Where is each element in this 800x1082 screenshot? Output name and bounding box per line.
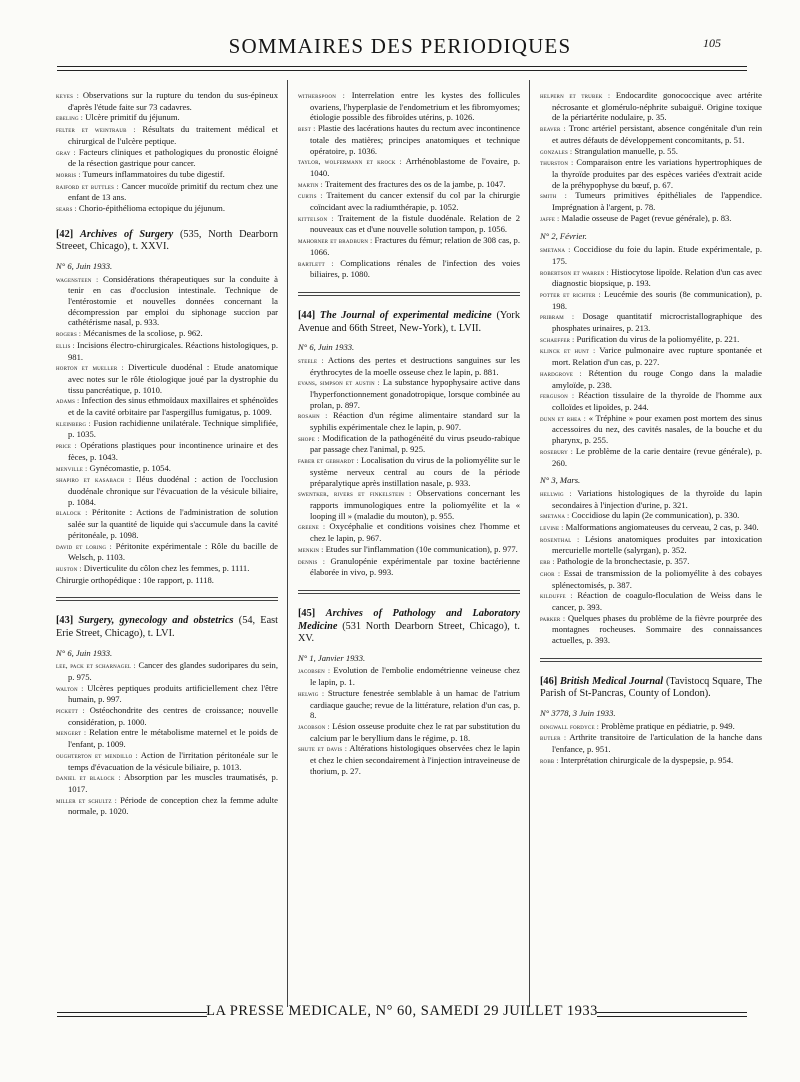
article-entry <box>540 413 762 446</box>
entry-title: Iléus duodénal : action de l'occlusion duodénale chronique sur l'évacuation de la vésicule biliaire, p. 1084. <box>68 474 278 507</box>
entry-title: Maladie osseuse de Paget (revue générale), p. 83. <box>561 212 732 223</box>
article-entry <box>540 488 762 510</box>
journal-address: (Tavistocq Square, The Parish of St-Pancras, County of London). <box>540 675 763 700</box>
article-entry <box>56 575 278 586</box>
entry-authors: robb : <box>540 756 559 765</box>
entry-authors: felter et weintraub : <box>56 126 136 135</box>
entry-title: Strangulation manuelle, p. 55. <box>574 145 678 156</box>
article-entry <box>540 311 762 333</box>
entry-authors: rosebury : <box>540 447 573 456</box>
journal-address: (54, East Erie Street, Chicago), t. LVI. <box>56 615 279 639</box>
article-entry <box>298 123 520 156</box>
section-separator <box>540 658 762 662</box>
entry-authors: helwig : <box>298 689 325 698</box>
issue-heading: N° 3, Mars. <box>540 475 581 486</box>
article-entry <box>56 340 278 362</box>
entry-title: Etudes sur l'inflammation (10e communication), p. 977. <box>325 543 518 554</box>
entry-authors: smith : <box>540 192 567 201</box>
entry-title: Modification de la pathogénéité du virus pseudo-rabique par passage chez l'animal, p. 925. <box>310 432 520 455</box>
entry-authors: smetana : <box>540 512 570 521</box>
article-entry <box>298 433 520 455</box>
article-entry <box>56 124 278 146</box>
entry-authors: oughterton et mendillo : <box>56 751 138 760</box>
article-entry <box>56 440 278 462</box>
page-title: SOMMAIRES DES PERIODIQUES <box>228 34 572 58</box>
entry-authors: helpern et trubek : <box>540 92 611 100</box>
entry-authors: menkin : <box>298 545 324 554</box>
article-entry <box>298 743 520 776</box>
article-entry <box>298 544 520 556</box>
entry-authors: shapiro et kasabach : <box>56 476 132 485</box>
article-entry <box>540 213 762 225</box>
entry-authors: blalock : <box>56 509 88 518</box>
entry-title: Observations concernant les rapports immunologiques entre la poliomyélite et la « looping ill » (maladie du mouton), p. 955. <box>310 488 520 521</box>
entry-title: Ostéochondrite des centres de croissance; nouvelle considération, p. 1000. <box>68 705 279 727</box>
entry-title: Malformations angiomateuses du cerveau, 2 cas, p. 340. <box>565 522 759 533</box>
entry-authors: greene : <box>298 523 326 532</box>
entry-title: La substance hypophysaire active dans l'hyperfonctionnement gonadotropique, lorsque combinée au prolan, p. 897. <box>310 377 520 410</box>
entry-authors: bartlett : <box>298 259 334 268</box>
entry-title: Interprétation chirurgicale de la dyspepsie, p. 954. <box>560 754 734 765</box>
entry-authors: sears : <box>56 205 77 214</box>
entry-authors: hardgrove : <box>540 369 582 378</box>
article-entry <box>56 660 278 682</box>
entry-title: Facteurs cliniques et pathologiques du pronostic éloigné de la résection gastrique pour cancer. <box>68 146 278 169</box>
article-entry <box>56 563 278 575</box>
article-entry <box>298 156 520 178</box>
entry-authors: raiford et buttles : <box>56 182 119 191</box>
entry-title: Histiocytose lipoïde. Relation d'un cas avec diagnostic biopsique, p. 193. <box>552 266 762 289</box>
entry-authors: keyes : <box>56 92 79 100</box>
journal-number: [46] <box>540 675 558 687</box>
journal-heading <box>56 229 278 254</box>
entry-title: Quelques phases du problème de la fièvre pourprée des montagnes rocheuses. Sommaire des connaissances actuelles, p. 393. <box>552 612 762 646</box>
article-entry <box>298 235 520 257</box>
entry-authors: gray : <box>56 148 76 157</box>
entry-authors: david et loring : <box>56 542 112 551</box>
entry-title: Ulcère primitif du jéjunum. <box>85 112 180 123</box>
issue-heading: N° 1, Janvier 1933. <box>298 652 366 663</box>
entry-authors: rogers : <box>56 330 82 339</box>
entry-title: Complications rénales de l'infection des voies biliaires, p. 1080. <box>310 257 521 280</box>
article-entry <box>56 90 278 112</box>
entry-authors: horton et mueller : <box>56 364 124 373</box>
article-entry <box>540 244 762 266</box>
journal-heading <box>540 676 762 701</box>
entry-title: Actions des pertes et destructions sanguines sur les érythrocytes de la moelle osseuse chez le lapin, p. 881. <box>310 354 520 377</box>
journal-heading <box>56 615 278 640</box>
entry-authors: klinck et hunt : <box>540 347 596 356</box>
entry-title: Cancer des glandes sudoripares du sein, p. 975. <box>68 660 279 682</box>
article-entry <box>540 390 762 412</box>
entry-authors: ellis : <box>56 341 75 350</box>
article-entry <box>56 795 278 817</box>
entry-title: Traitement de la fistule duodénale. Relation de 2 nouveaux cas et d'une nouvelle solution tampon, p. 1056. <box>310 212 520 235</box>
article-entry <box>56 507 278 540</box>
entry-authors: potter et richter : <box>540 290 601 299</box>
entry-title: Variations histologiques de la thyroïde du lapin secondaires à l'injection d'urine, p. 321. <box>552 487 762 510</box>
entry-authors: kittelson : <box>298 214 334 223</box>
article-entry <box>298 90 520 123</box>
article-entry <box>298 190 520 212</box>
column-divider <box>529 80 530 1007</box>
article-entry <box>298 688 520 721</box>
article-entry <box>540 590 762 612</box>
article-entry <box>540 146 762 158</box>
entry-title: Opérations plastiques pour incontinence urinaire et des fèces, p. 1043. <box>68 440 278 462</box>
entry-title: Chirurgie orthopédique : 10e rapport, p. 1118. <box>56 574 214 585</box>
entry-title: Oxycéphalie et conditions voisines chez l'homme et chez le lapin, p. 967. <box>310 521 520 544</box>
issue-heading: N° 6, Juin 1933. <box>56 260 113 271</box>
section-separator <box>298 590 520 594</box>
entry-authors: morris : <box>56 170 81 179</box>
header-rule <box>57 66 747 71</box>
entry-authors: pickett : <box>56 707 85 716</box>
article-entry <box>298 455 520 488</box>
entry-title: Evolution de l'embolie endométrienne veineuse chez le lapin, p. 1. <box>310 665 520 688</box>
article-entry <box>298 377 520 410</box>
entry-authors: best : <box>298 125 316 134</box>
article-entry <box>56 362 278 395</box>
entry-title: Le problème de la carie dentaire (revue générale), p. 260. <box>552 445 762 468</box>
entry-authors: jaffe : <box>540 214 560 223</box>
journal-address: (535, North Dearborn Streeet, Chicago), t. XXVI. <box>56 228 278 253</box>
article-entry <box>56 683 278 705</box>
article-entry <box>56 750 278 772</box>
article-entry <box>56 169 278 181</box>
entry-title: Période de conception chez la femme adulte normale, p. 1020. <box>68 794 278 817</box>
entry-authors: hellwig : <box>540 489 572 498</box>
article-entry <box>298 521 520 543</box>
entry-title: Essai de transmission de la poliomyélite à des cobayes splénectomisés, p. 387. <box>552 567 762 590</box>
entry-title: Arthrite transitoire de l'articulation de la hanche dans l'enfance, p. 951. <box>552 732 762 755</box>
entry-authors: rosahn : <box>298 412 328 421</box>
journal-title: Surgery, gynecology and obstetrics <box>78 615 234 627</box>
article-entry <box>540 534 762 556</box>
article-entry <box>540 732 762 754</box>
column-middle <box>298 90 520 776</box>
article-entry <box>540 123 762 145</box>
entry-title: Granulopénie expérimentale par toxine bactérienne élaborée in vivo, p. 993. <box>310 555 520 578</box>
entry-authors: swentker, rivers et finkelstein : <box>298 490 412 499</box>
article-entry <box>56 203 278 215</box>
entry-authors: ferguson : <box>540 392 575 401</box>
entry-authors: erb : <box>540 558 555 567</box>
article-entry <box>540 510 762 522</box>
article-entry <box>56 418 278 440</box>
article-entry <box>540 334 762 346</box>
article-entry <box>56 474 278 507</box>
entry-title: Lésions anatomiques produites par intoxication mercurielle mortelle (salyrgan), p. 352. <box>552 533 762 556</box>
entry-title: Rétention du rouge Congo dans la maladie amyloïde, p. 238. <box>552 367 762 390</box>
journal-heading <box>298 310 520 335</box>
entry-title: Coccidiose du foie du lapin. Etude expérimentale, p. 175. <box>552 244 762 266</box>
article-entry <box>298 258 520 280</box>
entry-authors: evans, simpson et austin : <box>298 379 380 388</box>
entry-title: Endocardite gonococcique avec artérite nécrosante et glomérulo-néphrite subaiguë. Origine toxique de la périartérite nodulaire, p. 35. <box>552 90 762 123</box>
article-entry <box>56 463 278 475</box>
entry-authors: chor : <box>540 569 561 578</box>
entry-title: Fusion rachidienne unilatérale. Technique simplifiée, p. 1035. <box>68 417 278 440</box>
entry-title: Gynécomastie, p. 1054. <box>89 462 171 473</box>
entry-title: Mécanismes de la scoliose, p. 962. <box>83 328 203 339</box>
entry-authors: pribram : <box>540 313 575 322</box>
entry-title: Réaction tissulaire de la thyroïde de l'homme aux colloïdes et lipoïdes, p. 244. <box>552 390 762 412</box>
entry-title: Résultats du traitement médical et chirurgical de l'ulcère peptique. <box>68 124 279 146</box>
entry-authors: taylor, wolfermann et krock : <box>298 158 402 167</box>
article-entry <box>56 705 278 727</box>
journal-address: (York Avenue and 66th Street, New-York), t. LVII. <box>298 309 521 334</box>
issue-heading: N° 6, Juin 1933. <box>56 647 113 658</box>
journal-number: [45] <box>298 607 316 619</box>
article-entry <box>540 190 762 212</box>
entry-title: Considérations thérapeutiques sur la conduite à tenir en cas d'occlusion intestinale. Technique de l'entérostomie et nouvelles données concernant la décompression par emploi du siphonage succion par cathétérisme nasal, p. 933. <box>68 273 278 328</box>
entry-title: Diverticulite du côlon chez les femmes, p. 1111. <box>83 562 250 573</box>
article-entry <box>540 289 762 311</box>
entry-title: Chorio-épithélioma ectopique du jéjunum. <box>78 203 225 214</box>
article-entry <box>540 90 762 123</box>
entry-title: Comparaison entre les variations hypertrophiques de la thyroïde produites par des espèces variées d'extrait acide de la préhypophyse du bœuf, p. 67. <box>552 157 762 190</box>
entry-authors: dunn et rhea : <box>540 414 586 423</box>
journal-heading <box>298 608 520 646</box>
article-entry <box>540 157 762 190</box>
entry-title: Incisions électro-chirurgicales. Réactions histologiques, p. 981. <box>68 339 278 362</box>
journal-title: Archives of Surgery <box>79 228 174 240</box>
entry-title: Diverticule duodénal : Etude anatomique avec notes sur le rôle étiologique joué par la dystrophie du tissu pancréatique, p. 1010. <box>68 362 278 395</box>
entry-title: Réaction de coagulo-floculation de Weiss dans le cancer, p. 393. <box>552 590 762 612</box>
entry-title: Problème pratique en pédiatrie, p. 949. <box>601 720 735 731</box>
entry-title: Varice pulmonaire avec rupture spontanée et mort. Relation d'un cas, p. 227. <box>552 345 762 368</box>
article-entry <box>540 267 762 289</box>
entry-title: Relation entre le métabolisme maternel et le poids de l'enfant, p. 1009. <box>68 727 278 750</box>
entry-title: Lésion osseuse produite chez le rat par substitution du calcium par le beryllium dans le régime, p. 18. <box>310 720 520 743</box>
entry-authors: faber et gebhardt : <box>298 457 359 466</box>
article-entry <box>56 395 278 417</box>
entry-authors: parker : <box>540 614 566 623</box>
article-entry <box>298 665 520 687</box>
journal-number: [43] <box>56 615 74 627</box>
entry-authors: dingwall fordyce : <box>540 722 599 731</box>
journal-title: The Journal of experimental medicine <box>319 309 492 321</box>
footer-text: LA PRESSE MEDICALE, N° 60, SAMEDI 29 JUILLET 1933 <box>206 1003 598 1019</box>
running-header <box>0 34 800 64</box>
journal-number: [42] <box>56 228 74 240</box>
entry-authors: huston : <box>56 564 82 573</box>
article-entry <box>56 772 278 794</box>
entry-authors: thurston : <box>540 159 574 168</box>
entry-authors: butler : <box>540 734 567 743</box>
entry-authors: lee, pack et scharnagel : <box>56 662 136 671</box>
entry-title: Réaction d'un régime alimentaire standard sur la syphilis expérimentale chez le lapin, p. 907. <box>310 410 520 433</box>
journal-title: Archives of Pathology and Laboratory Medicine <box>298 607 520 632</box>
entry-title: Action de l'irritation péritonéale sur le temps d'évacuation de la vésicule biliaire, p. 1013. <box>68 749 278 772</box>
entry-title: Péritonite expérimentale : Rôle du bacille de Welsch, p. 1103. <box>68 540 278 563</box>
section-separator <box>298 292 520 296</box>
entry-authors: price : <box>56 442 77 451</box>
article-entry <box>298 488 520 521</box>
entry-title: Pathologie de la bronchectasie, p. 357. <box>556 556 690 567</box>
entry-title: Localisation du virus de la poliomyélite sur le système nerveux central au cours de la période préparalytique après instillation nasale, p. 933. <box>310 455 521 488</box>
entry-authors: jacobson : <box>298 722 330 731</box>
entry-title: Traitement des fractures des os de la jambe, p. 1047. <box>324 178 506 189</box>
entry-authors: adams : <box>56 397 80 406</box>
article-entry <box>540 556 762 568</box>
journal-number: [44] <box>298 309 316 321</box>
entry-authors: levine : <box>540 524 564 533</box>
entry-authors: menville : <box>56 464 88 473</box>
article-entry <box>56 541 278 563</box>
entry-title: Altérations histologiques observées chez le lapin et chez le chien secondairement à l'injection intraveineuse de thorium, p. 27. <box>310 743 520 776</box>
article-entry <box>56 147 278 169</box>
entry-authors: walton : <box>56 684 84 693</box>
entry-title: Dosage quantitatif microcristallographique des phosphates urinaires, p. 213. <box>552 311 762 334</box>
journal-address: (531 North Dearborn Street, Chicago), t. XV. <box>298 620 520 645</box>
article-entry <box>540 368 762 390</box>
entry-authors: gonzales : <box>540 147 573 156</box>
entry-title: Plastie des lacérations hautes du rectum avec incontinence totale des matières; principes anatomiques et technique opératoire, p. 1036. <box>310 123 521 156</box>
article-entry <box>56 328 278 340</box>
column-divider <box>287 80 288 1007</box>
article-entry <box>540 522 762 534</box>
entry-title: Purification du virus de la poliomyélite, p. 221. <box>576 333 740 344</box>
entry-title: Ulcères peptiques produits artificiellement chez l'être humain, p. 997. <box>68 682 278 705</box>
entry-authors: daniel et blalock : <box>56 774 121 783</box>
entry-authors: jacobsen : <box>298 667 331 676</box>
entry-title: Péritonite : Actions de l'administration de solution salée sur la quantité de liquide qui s'accumule dans la cavité péritonéale, p. 1098. <box>68 507 278 540</box>
article-entry <box>540 345 762 367</box>
entry-title: Tumeurs inflammatoires du tube digestif. <box>82 168 225 179</box>
article-entry <box>56 112 278 124</box>
entry-authors: witherspoon : <box>298 92 345 100</box>
entry-authors: shute et davis : <box>298 745 348 754</box>
entry-title: Observations sur la rupture du tendon du sus-épineux d'après l'étude faite sur 73 cadavres. <box>68 90 279 112</box>
article-entry <box>540 568 762 590</box>
column-left <box>56 90 278 817</box>
entry-title: Interrelation entre les kystes des follicules ovariens, l'hyperplasie de l'endometrium et les fibromyomes; étiologie possible des fibroïdes utérins, p. 1026. <box>310 90 520 123</box>
article-entry <box>298 721 520 743</box>
entry-authors: robertson et warren : <box>540 268 609 277</box>
article-entry <box>540 721 762 733</box>
column-right <box>540 90 762 766</box>
article-entry <box>56 274 278 329</box>
entry-authors: kilduffe : <box>540 592 573 601</box>
entry-authors: wagensteen : <box>56 275 99 284</box>
entry-authors: martin : <box>298 180 323 189</box>
entry-authors: steele : <box>298 356 324 365</box>
entry-title: Coccidiose du lapin (2e communication), p. 330. <box>571 510 740 521</box>
article-entry <box>298 179 520 191</box>
entry-title: Infection des sinus ethmoïdaux maxillaires et sphénoïdes et de la cavité orbitaire par l'aspergillus fumigatus, p. 1009. <box>68 395 278 418</box>
journal-title: British Medical Journal <box>560 675 664 687</box>
entry-title: « Tréphine » pour examen post mortem des sinus accessoires du nez, des cavités nasales, de la bouche et du pharynx, p. 255. <box>552 412 763 446</box>
entry-authors: mengert : <box>56 729 87 738</box>
entry-authors: schaeffer : <box>540 335 575 344</box>
entry-authors: kleinberg : <box>56 419 91 428</box>
issue-heading: N° 2, Février. <box>540 231 587 242</box>
entry-title: Structure fenestrée semblable à un hamac de l'atrium cardiaque gauche; revue de la littérature, relation d'un cas, p. 8. <box>310 687 520 721</box>
entry-authors: shope : <box>298 434 320 443</box>
entry-title: Tronc artériel persistant, absence congénitale d'un rein et autres défauts de développement concomitants, p. 51. <box>552 123 762 145</box>
entry-title: Absorption par les muscles traumatisés, p. 1017. <box>68 772 278 794</box>
entry-title: Cancer mucoïde primitif du rectum chez une enfant de 13 ans. <box>68 180 278 203</box>
article-entry <box>540 613 762 646</box>
running-footer <box>57 1003 747 1023</box>
section-separator <box>56 597 278 601</box>
entry-title: Tumeurs primitives épithéliales de l'appendice. Imprégnation à l'argent, p. 78. <box>552 190 762 213</box>
article-entry <box>56 181 278 203</box>
article-entry <box>540 446 762 468</box>
entry-title: Fractures du fémur; relation de 308 cas, p. 1066. <box>310 235 520 257</box>
entry-authors: rosenthal : <box>540 535 580 544</box>
issue-heading: N° 3778, 3 Juin 1933. <box>540 707 616 718</box>
article-entry <box>298 410 520 432</box>
entry-authors: beaver : <box>540 125 566 134</box>
entry-authors: dennis : <box>298 557 326 566</box>
entry-authors: ebeling : <box>56 114 83 123</box>
entry-authors: smetana : <box>540 246 571 255</box>
entry-authors: miller et schultz : <box>56 796 117 805</box>
entry-authors: curtis : <box>298 192 323 201</box>
article-entry <box>298 556 520 578</box>
entry-authors: mahorner et bradburn : <box>298 237 373 246</box>
entry-title: Traitement du cancer extensif du col par la chirurgie coïncidant avec la radiumthérapie, p. 1052. <box>310 190 520 213</box>
entry-title: Arrhénoblastome de l'ovaire, p. 1040. <box>310 156 520 178</box>
article-entry <box>298 213 520 235</box>
entry-title: Leucémie des souris (8e communication), p. 198. <box>552 288 762 311</box>
article-entry <box>540 755 762 767</box>
article-entry <box>56 727 278 749</box>
page-number: 105 <box>703 36 721 50</box>
article-entry <box>298 355 520 377</box>
issue-heading: N° 6, Juin 1933. <box>298 342 355 353</box>
